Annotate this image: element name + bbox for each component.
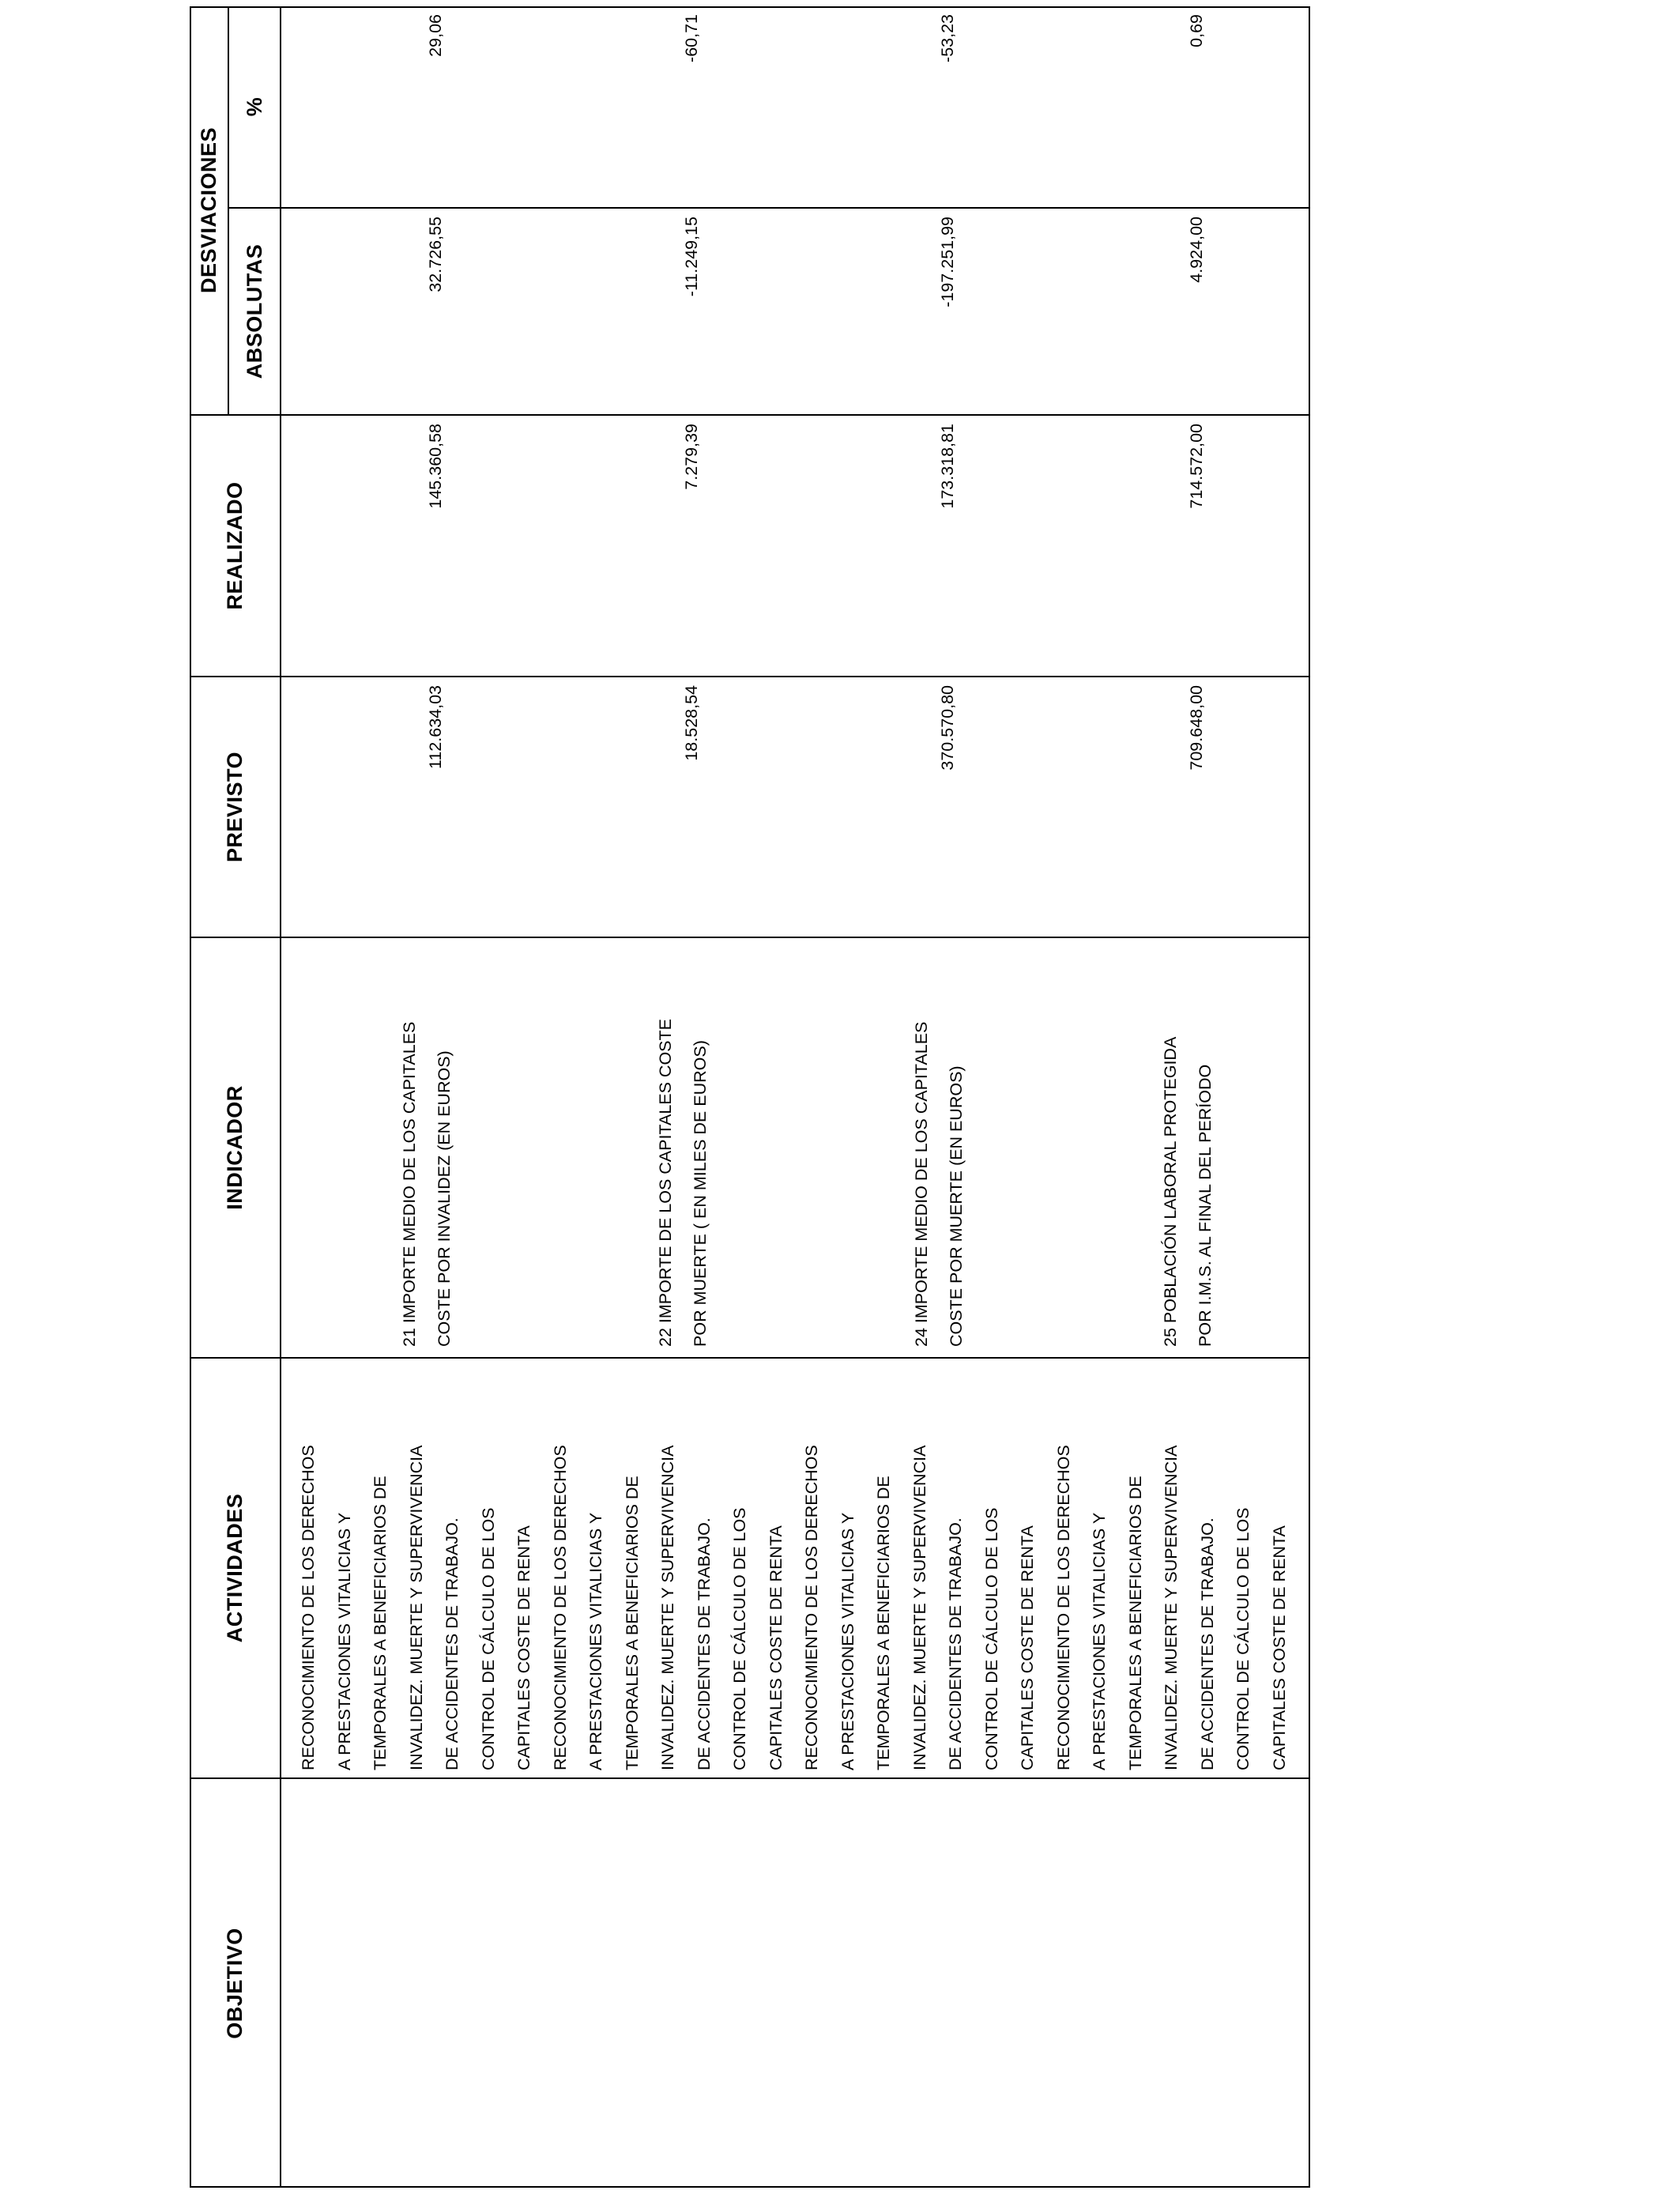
actividades-cell — [291, 1363, 1302, 1770]
realizado-value: 145.360,58 — [426, 424, 445, 509]
indicador-cell — [1153, 942, 1222, 1347]
actividades-line: CONTROL DE CÁLCULO DE LOS — [981, 1507, 1001, 1770]
actividades-line: INVALIDEZ. MUERTE Y SUPERVIVENCIA — [1162, 1445, 1181, 1770]
indicador-cell — [904, 942, 974, 1347]
actividades-line: INVALIDEZ. MUERTE Y SUPERVIVENCIA — [406, 1445, 426, 1770]
header-divider — [280, 6, 281, 2188]
actividades-line: INVALIDEZ. MUERTE Y SUPERVIVENCIA — [910, 1445, 929, 1770]
porcentaje-value: -60,71 — [682, 14, 701, 62]
indicador-line: 25 POBLACIÓN LABORAL PROTEGIDA — [1161, 1036, 1180, 1347]
actividades-line: A PRESTACIONES VITALICIAS Y — [1090, 1512, 1109, 1770]
header-desviaciones: DESVIACIONES — [196, 126, 220, 294]
actividades-line: A PRESTACIONES VITALICIAS Y — [586, 1512, 605, 1770]
actividades-line: A PRESTACIONES VITALICIAS Y — [334, 1512, 354, 1770]
actividades-line: TEMPORALES A BENEFICIARIOS DE — [622, 1476, 642, 1770]
actividades-line: RECONOCIMIENTO DE LOS DERECHOS — [299, 1445, 318, 1770]
actividades-line: DE ACCIDENTES DE TRABAJO. — [443, 1517, 461, 1770]
actividades-line: CAPITALES COSTE DE RENTA — [1269, 1525, 1289, 1770]
absolutas-value: 4.924,00 — [1187, 217, 1206, 283]
actividades-line: CAPITALES COSTE DE RENTA — [1018, 1525, 1037, 1770]
col-divider — [228, 207, 1310, 209]
indicador-line: 24 IMPORTE MEDIO DE LOS CAPITALES — [912, 1021, 931, 1347]
actividades-line: CONTROL DE CÁLCULO DE LOS — [1234, 1507, 1252, 1770]
actividades-line: TEMPORALES A BENEFICIARIOS DE — [874, 1476, 893, 1770]
previsto-value: 709.648,00 — [1187, 685, 1206, 771]
previsto-value: 18.528,54 — [682, 685, 701, 761]
actividades-line: TEMPORALES A BENEFICIARIOS DE — [371, 1476, 390, 1770]
col-divider — [190, 414, 1310, 416]
actividades-line: DE ACCIDENTES DE TRABAJO. — [946, 1517, 965, 1770]
header-actividades: ACTIVIDADES — [222, 1493, 247, 1643]
actividades-line: RECONOCIMIENTO DE LOS DERECHOS — [550, 1445, 570, 1770]
absolutas-value: -197.251,99 — [938, 217, 957, 307]
actividades-line: TEMPORALES A BENEFICIARIOS DE — [1125, 1476, 1145, 1770]
indicador-line: POR I.M.S. AL FINAL DEL PERÍODO — [1196, 1064, 1215, 1347]
realizado-value: 7.279,39 — [682, 424, 701, 490]
absolutas-value: 32.726,55 — [426, 217, 445, 292]
actividades-line: DE ACCIDENTES DE TRABAJO. — [694, 1517, 714, 1770]
header-objetivo: OBJETIVO — [222, 1928, 247, 2039]
indicador-cell — [392, 942, 461, 1347]
actividades-line: INVALIDEZ. MUERTE Y SUPERVIVENCIA — [658, 1445, 677, 1770]
actividades-line: A PRESTACIONES VITALICIAS Y — [838, 1512, 857, 1770]
col-divider — [190, 937, 1310, 938]
porcentaje-value: 29,06 — [426, 14, 445, 57]
header-porcentaje: % — [242, 96, 266, 117]
indicador-cell — [648, 942, 718, 1347]
indicador-line: COSTE POR INVALIDEZ (EN EUROS) — [435, 1050, 454, 1347]
porcentaje-value: 0,69 — [1187, 14, 1206, 47]
actividades-line: RECONOCIMIENTO DE LOS DERECHOS — [802, 1445, 821, 1770]
previsto-value: 370.570,80 — [938, 685, 957, 771]
table-frame — [190, 6, 1310, 2188]
col-divider — [190, 1777, 1310, 1779]
actividades-line: CAPITALES COSTE DE RENTA — [514, 1525, 533, 1770]
indicador-line: 22 IMPORTE DE LOS CAPITALES COSTE — [656, 1019, 675, 1347]
header-realizado: REALIZADO — [222, 481, 247, 610]
realizado-value: 714.572,00 — [1187, 424, 1206, 509]
actividades-line: CONTROL DE CÁLCULO DE LOS — [730, 1507, 749, 1770]
actividades-line: RECONOCIMIENTO DE LOS DERECHOS — [1053, 1445, 1073, 1770]
header-previsto: PREVISTO — [222, 751, 247, 863]
porcentaje-value: -53,23 — [938, 14, 957, 62]
previsto-value: 112.634,03 — [426, 685, 445, 770]
indicador-line: POR MUERTE ( EN MILES DE EUROS) — [691, 1040, 710, 1347]
actividades-line: DE ACCIDENTES DE TRABAJO. — [1197, 1517, 1217, 1770]
header-absolutas: ABSOLUTAS — [242, 243, 266, 379]
actividades-line: CAPITALES COSTE DE RENTA — [766, 1525, 785, 1770]
realizado-value: 173.318,81 — [938, 424, 957, 509]
absolutas-value: -11.249,15 — [682, 217, 701, 297]
actividades-line: CONTROL DE CÁLCULO DE LOS — [478, 1507, 498, 1770]
header-indicador: INDICADOR — [222, 1085, 247, 1210]
col-divider — [190, 1357, 1310, 1359]
indicador-line: COSTE POR MUERTE (EN EUROS) — [947, 1065, 966, 1347]
indicador-line: 21 IMPORTE MEDIO DE LOS CAPITALES — [400, 1021, 419, 1347]
col-divider — [190, 676, 1310, 677]
